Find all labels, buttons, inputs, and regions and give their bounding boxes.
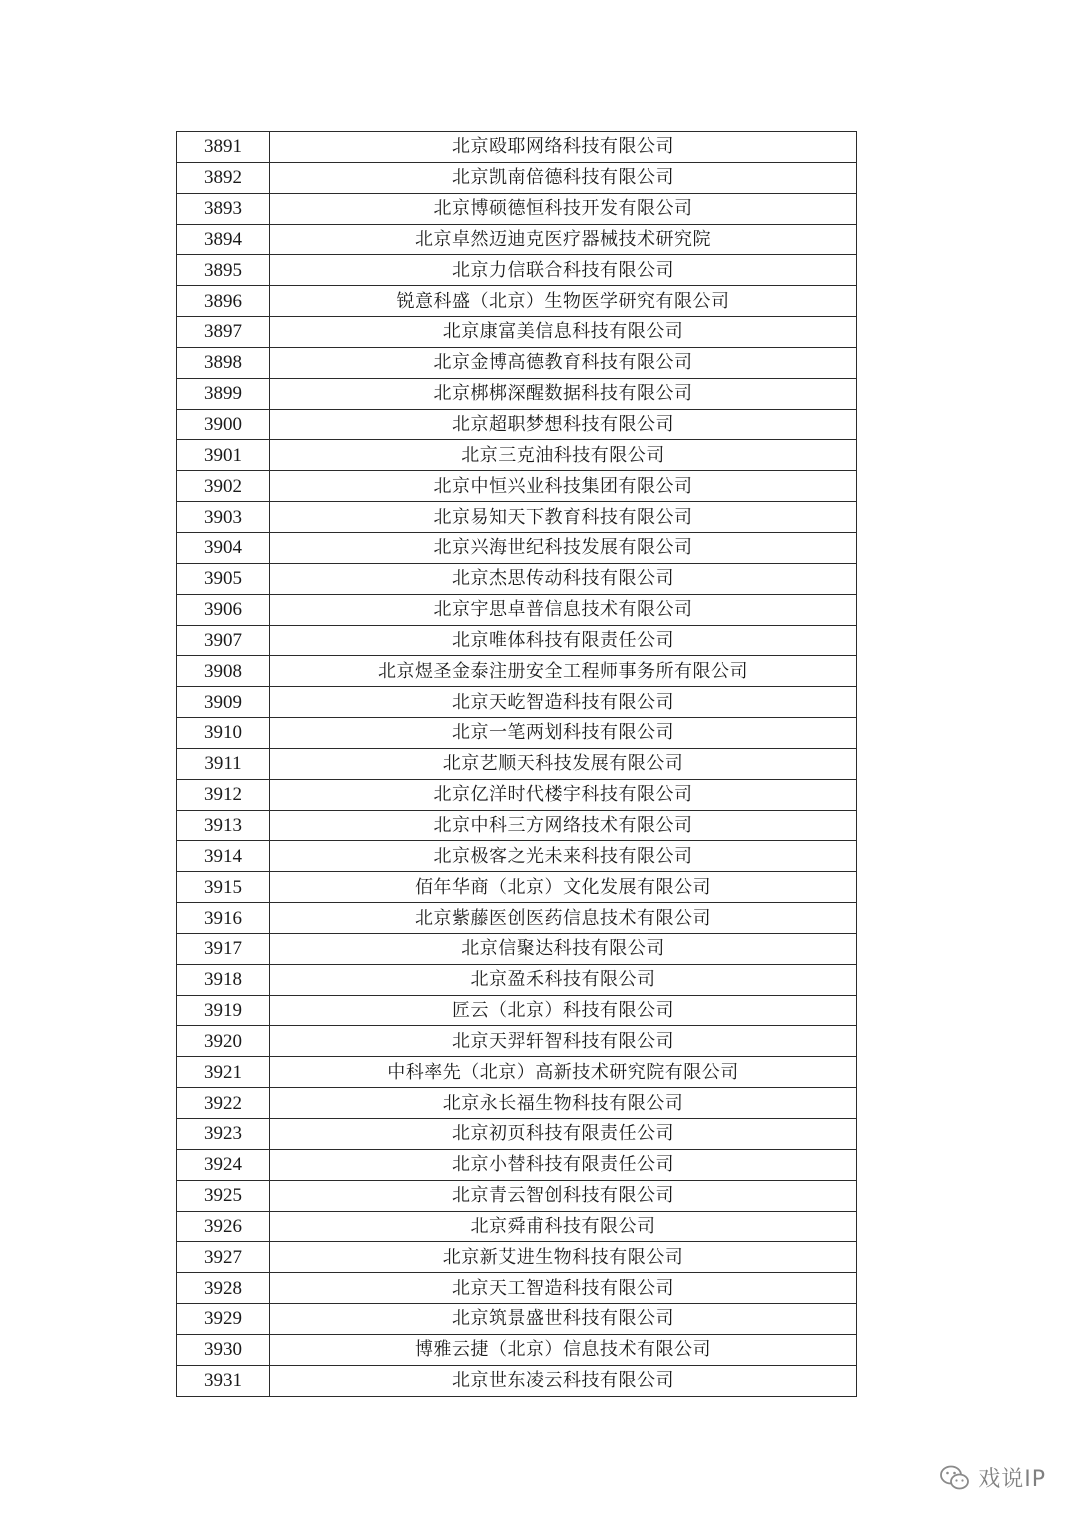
row-number-cell: 3904 (177, 532, 270, 563)
row-number-cell: 3910 (177, 718, 270, 749)
row-number-cell: 3925 (177, 1180, 270, 1211)
table-row (177, 1365, 857, 1396)
table-row (177, 317, 857, 348)
row-number-cell: 3920 (177, 1026, 270, 1057)
company-name-cell: 北京卓然迈迪克医疗器械技术研究院 (270, 224, 857, 255)
table-row (177, 378, 857, 409)
company-name-cell: 北京博硕德恒科技开发有限公司 (270, 193, 857, 224)
row-number-cell: 3917 (177, 933, 270, 964)
company-name-cell: 北京永长福生物科技有限公司 (270, 1088, 857, 1119)
row-number-cell: 3898 (177, 347, 270, 378)
row-number-cell: 3895 (177, 255, 270, 286)
table-row (177, 1211, 857, 1242)
table-row (177, 841, 857, 872)
row-number-cell: 3929 (177, 1304, 270, 1335)
table-row (177, 779, 857, 810)
company-name-cell: 北京天屹智造科技有限公司 (270, 687, 857, 718)
company-name-cell: 北京初页科技有限责任公司 (270, 1119, 857, 1150)
table-row (177, 162, 857, 193)
row-number-cell: 3922 (177, 1088, 270, 1119)
table-row (177, 132, 857, 163)
company-name-cell: 北京杰思传动科技有限公司 (270, 563, 857, 594)
table-row (177, 718, 857, 749)
company-name-cell: 北京天工智造科技有限公司 (270, 1273, 857, 1304)
table-row (177, 748, 857, 779)
company-name-cell: 锐意科盛（北京）生物医学研究有限公司 (270, 286, 857, 317)
row-number-cell: 3919 (177, 995, 270, 1026)
company-name-cell: 北京中恒兴业科技集团有限公司 (270, 471, 857, 502)
company-name-cell: 北京筑景盛世科技有限公司 (270, 1304, 857, 1335)
table-row (177, 409, 857, 440)
row-number-cell: 3931 (177, 1365, 270, 1396)
table-row (177, 532, 857, 563)
table-row (177, 563, 857, 594)
table-row (177, 286, 857, 317)
row-number-cell: 3902 (177, 471, 270, 502)
row-number-cell: 3899 (177, 378, 270, 409)
company-name-cell: 北京三克油科技有限公司 (270, 440, 857, 471)
table-row (177, 656, 857, 687)
table-row (177, 995, 857, 1026)
table-body (177, 132, 857, 1397)
company-name-cell: 北京信聚达科技有限公司 (270, 933, 857, 964)
table-row (177, 1304, 857, 1335)
company-name-cell: 北京青云智创科技有限公司 (270, 1180, 857, 1211)
table-row (177, 1149, 857, 1180)
table-row (177, 471, 857, 502)
row-number-cell: 3900 (177, 409, 270, 440)
table-row (177, 1180, 857, 1211)
table-row (177, 903, 857, 934)
row-number-cell: 3927 (177, 1242, 270, 1273)
company-name-cell: 匠云（北京）科技有限公司 (270, 995, 857, 1026)
row-number-cell: 3892 (177, 162, 270, 193)
company-name-cell: 佰年华商（北京）文化发展有限公司 (270, 872, 857, 903)
row-number-cell: 3928 (177, 1273, 270, 1304)
company-name-cell: 北京盈禾科技有限公司 (270, 964, 857, 995)
company-name-cell: 北京紫藤医创医药信息技术有限公司 (270, 903, 857, 934)
row-number-cell: 3914 (177, 841, 270, 872)
company-name-cell: 北京艺顺天科技发展有限公司 (270, 748, 857, 779)
row-number-cell: 3915 (177, 872, 270, 903)
company-name-cell: 北京煜圣金泰注册安全工程师事务所有限公司 (270, 656, 857, 687)
row-number-cell: 3894 (177, 224, 270, 255)
row-number-cell: 3918 (177, 964, 270, 995)
row-number-cell: 3930 (177, 1334, 270, 1365)
row-number-cell: 3897 (177, 317, 270, 348)
table-row (177, 1119, 857, 1150)
row-number-cell: 3926 (177, 1211, 270, 1242)
table-row (177, 193, 857, 224)
company-name-cell: 北京唯体科技有限责任公司 (270, 625, 857, 656)
company-name-cell: 北京兴海世纪科技发展有限公司 (270, 532, 857, 563)
row-number-cell: 3905 (177, 563, 270, 594)
table-row (177, 687, 857, 718)
company-name-cell: 北京宇思卓普信息技术有限公司 (270, 594, 857, 625)
table-row (177, 255, 857, 286)
row-number-cell: 3923 (177, 1119, 270, 1150)
row-number-cell: 3912 (177, 779, 270, 810)
company-list-table (176, 131, 857, 1397)
table-row (177, 224, 857, 255)
table-row (177, 810, 857, 841)
company-name-cell: 北京天羿轩智科技有限公司 (270, 1026, 857, 1057)
company-name-cell: 北京舜甫科技有限公司 (270, 1211, 857, 1242)
company-name-cell: 北京易知天下教育科技有限公司 (270, 502, 857, 533)
company-name-cell: 北京殴耶网络科技有限公司 (270, 132, 857, 163)
company-name-cell: 北京力信联合科技有限公司 (270, 255, 857, 286)
row-number-cell: 3916 (177, 903, 270, 934)
company-name-cell: 北京一笔两划科技有限公司 (270, 718, 857, 749)
row-number-cell: 3908 (177, 656, 270, 687)
table-row (177, 872, 857, 903)
row-number-cell: 3891 (177, 132, 270, 163)
row-number-cell: 3909 (177, 687, 270, 718)
company-name-cell: 北京凯南倍德科技有限公司 (270, 162, 857, 193)
company-name-cell: 北京小替科技有限责任公司 (270, 1149, 857, 1180)
company-name-cell: 北京超职梦想科技有限公司 (270, 409, 857, 440)
table-row (177, 1088, 857, 1119)
table-row (177, 1057, 857, 1088)
watermark (940, 1462, 1046, 1493)
table-row (177, 1273, 857, 1304)
company-name-cell: 北京金博高德教育科技有限公司 (270, 347, 857, 378)
row-number-cell: 3924 (177, 1149, 270, 1180)
table-row (177, 440, 857, 471)
table-row (177, 933, 857, 964)
table-row (177, 502, 857, 533)
row-number-cell: 3893 (177, 193, 270, 224)
company-name-cell: 中科率先（北京）高新技术研究院有限公司 (270, 1057, 857, 1088)
wechat-icon (940, 1464, 970, 1492)
table-row (177, 625, 857, 656)
company-name-cell: 北京新艾进生物科技有限公司 (270, 1242, 857, 1273)
company-name-cell: 北京康富美信息科技有限公司 (270, 317, 857, 348)
table-row (177, 1334, 857, 1365)
row-number-cell: 3901 (177, 440, 270, 471)
row-number-cell: 3896 (177, 286, 270, 317)
row-number-cell: 3903 (177, 502, 270, 533)
table-row (177, 594, 857, 625)
table-row (177, 1026, 857, 1057)
company-name-cell: 北京亿洋时代楼宇科技有限公司 (270, 779, 857, 810)
row-number-cell: 3913 (177, 810, 270, 841)
table-row (177, 347, 857, 378)
table-row (177, 1242, 857, 1273)
watermark-text: 戏说IP (978, 1467, 1046, 1492)
row-number-cell: 3911 (177, 748, 270, 779)
row-number-cell: 3907 (177, 625, 270, 656)
company-name-cell: 博雅云捷（北京）信息技术有限公司 (270, 1334, 857, 1365)
company-name-cell: 北京中科三方网络技术有限公司 (270, 810, 857, 841)
row-number-cell: 3906 (177, 594, 270, 625)
table-row (177, 964, 857, 995)
company-name-cell: 北京世东凌云科技有限公司 (270, 1365, 857, 1396)
company-name-cell: 北京极客之光未来科技有限公司 (270, 841, 857, 872)
company-name-cell: 北京梆梆深醒数据科技有限公司 (270, 378, 857, 409)
row-number-cell: 3921 (177, 1057, 270, 1088)
